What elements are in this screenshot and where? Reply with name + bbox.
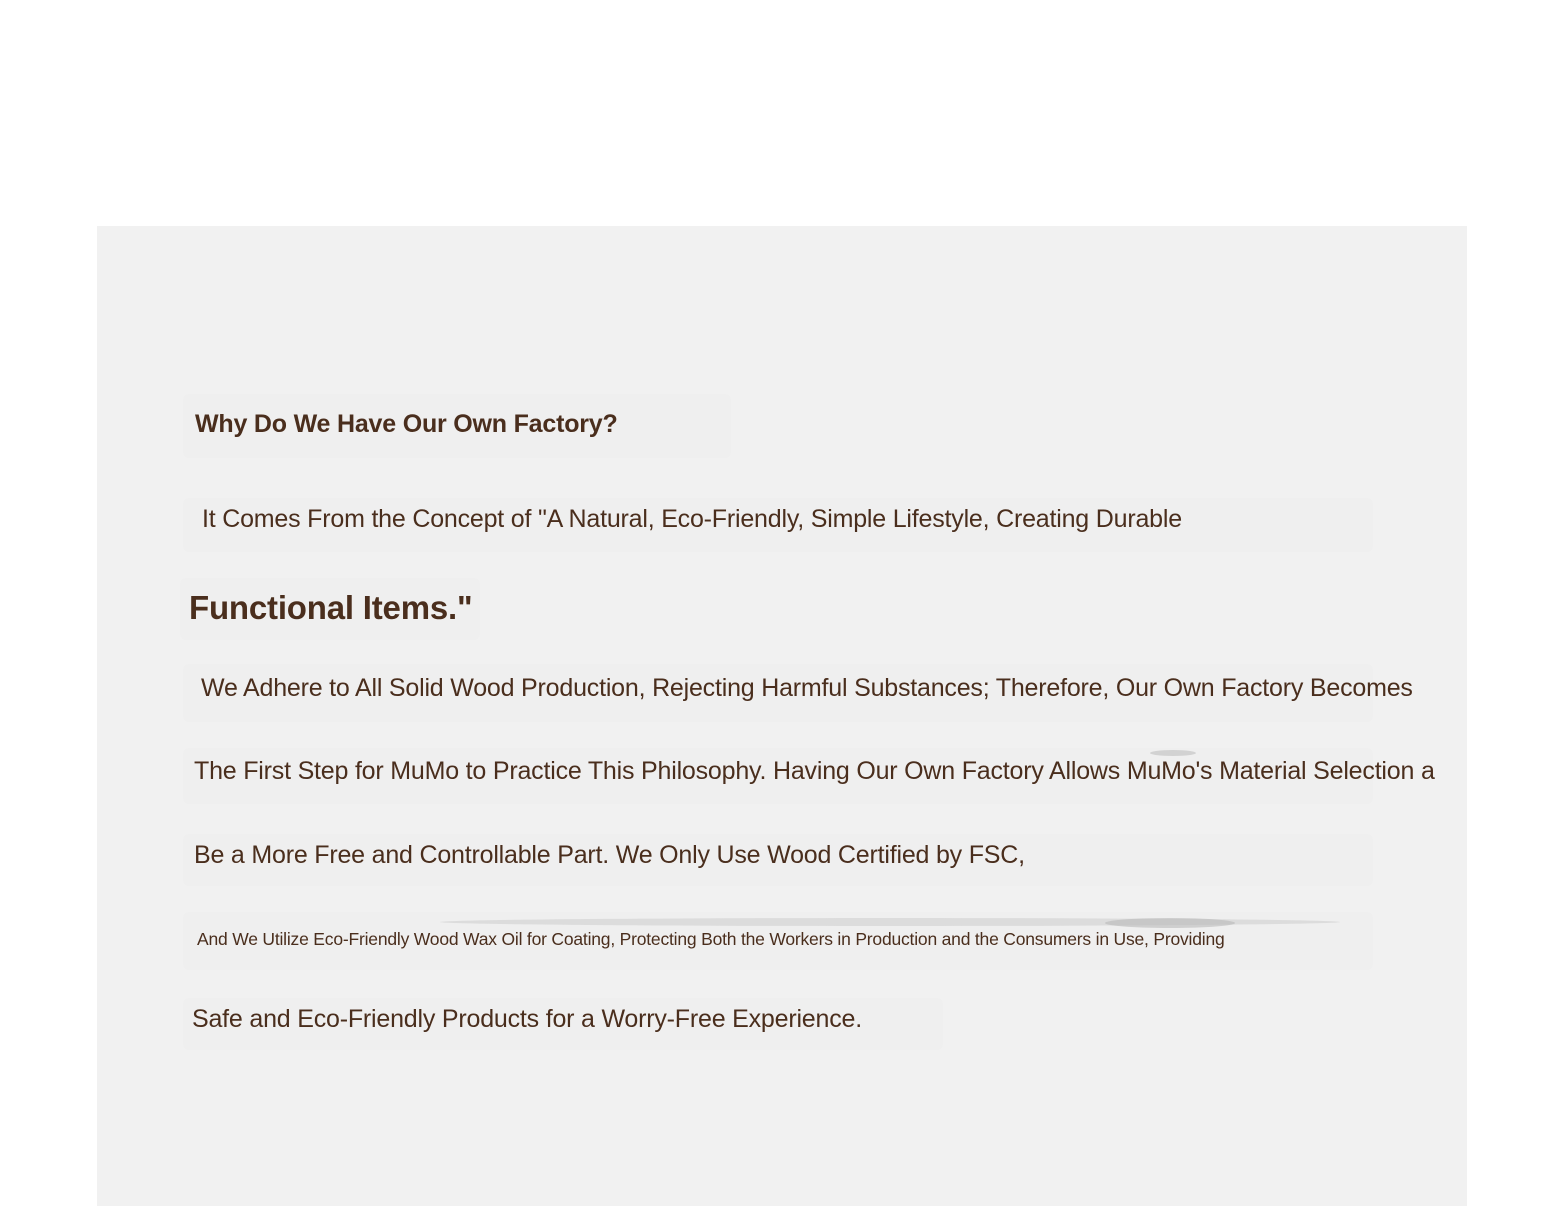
paragraph-line: Be a More Free and Controllable Part. We Only Use Wood Certified by FSC, (194, 841, 1025, 869)
paragraph-line-emphasis: Functional Items." (189, 589, 473, 626)
smudge-mark (1105, 918, 1235, 928)
smudge-mark (1150, 750, 1196, 756)
paragraph-line: We Adhere to All Solid Wood Production, Rejecting Harmful Substances; Therefore, Our Own Factory Becomes (201, 674, 1413, 702)
paragraph-line: The First Step for MuMo to Practice This Philosophy. Having Our Own Factory Allows MuMo's Material Selection a (194, 757, 1435, 785)
paragraph-line: It Comes From the Concept of "A Natural, Eco-Friendly, Simple Lifestyle, Creating Durable (202, 505, 1182, 533)
paragraph-line: Safe and Eco-Friendly Products for a Worry-Free Experience. (192, 1005, 862, 1033)
section-heading: Why Do We Have Our Own Factory? (195, 410, 618, 438)
paragraph-line-small: And We Utilize Eco-Friendly Wood Wax Oil for Coating, Protecting Both the Workers in Production and the Consumers in Use, Providing (197, 929, 1225, 949)
